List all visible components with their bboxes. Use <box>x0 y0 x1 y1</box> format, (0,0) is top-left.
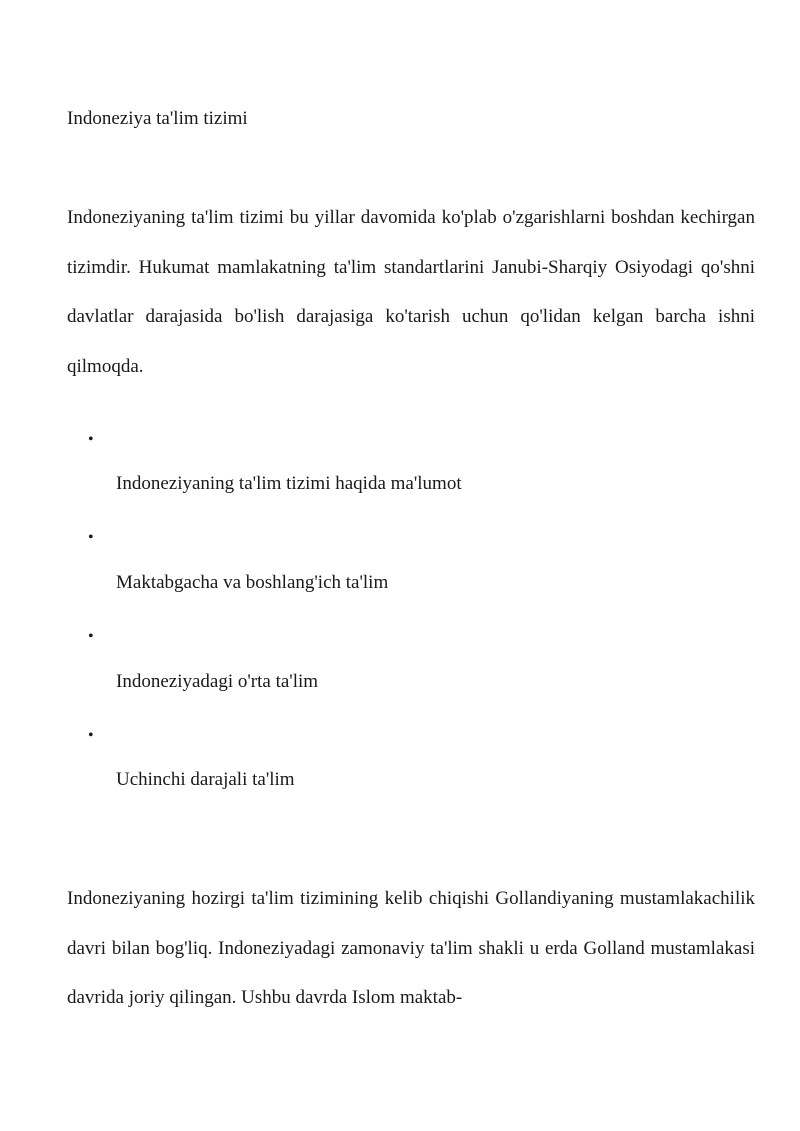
document-title: Indoneziya ta'lim tizimi <box>67 108 248 129</box>
bullet-icon: • <box>88 431 94 448</box>
list-item-label: Uchinchi darajali ta'lim <box>116 769 295 790</box>
bullet-icon: • <box>88 628 94 645</box>
intro-paragraph: Indoneziyaning ta'lim tizimi bu yillar davomida ko'plab o'zgarishlarni boshdan kechirgan tizimdir. Hukumat mamlakatning ta'lim standartlarini Janubi-Sharqiy Osiyodagi qo'shni davlatlar darajasida bo'lish darajasiga ko'tarish uchun qo'lidan kelgan barcha ishni qilmoqda. <box>67 207 755 377</box>
list-item-label: Maktabgacha va boshlang'ich ta'lim <box>116 572 389 593</box>
list-item-label: Indoneziyadagi o'rta ta'lim <box>116 671 319 692</box>
bullet-icon: • <box>88 529 94 546</box>
bullet-icon: • <box>88 727 94 744</box>
list-item-label: Indoneziyaning ta'lim tizimi haqida ma'lumot <box>116 473 462 494</box>
body-paragraph: Indoneziyaning hozirgi ta'lim tizimining kelib chiqishi Gollandiyaning mustamlakachilik davri bilan bog'liq. Indoneziyadagi zamonaviy ta'lim shakli u erda Golland mustamlakasi davrida joriy qilingan. Ushbu davrda Islom maktab- <box>67 888 755 1008</box>
